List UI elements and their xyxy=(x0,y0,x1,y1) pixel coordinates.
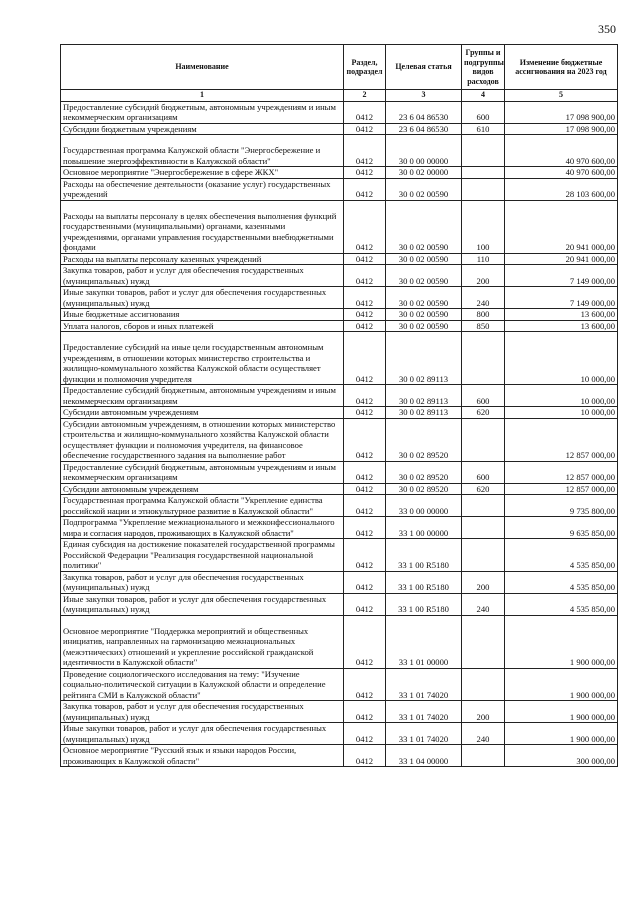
row-target: 33 1 00 00000 xyxy=(386,517,462,539)
row-target: 30 0 02 00590 xyxy=(386,265,462,287)
row-name: Основное мероприятие "Энергосбережение в сфере ЖКХ" xyxy=(61,167,344,179)
row-target: 30 0 02 00590 xyxy=(386,253,462,265)
header-target: Целевая статья xyxy=(386,45,462,90)
row-amount: 20 941 000,00 xyxy=(505,200,618,253)
row-section: 0412 xyxy=(344,200,386,253)
row-amount: 28 103 600,00 xyxy=(505,178,618,200)
row-group: 200 xyxy=(462,701,505,723)
row-amount: 20 941 000,00 xyxy=(505,253,618,265)
row-name: Субсидии бюджетным учреждениям xyxy=(61,123,344,135)
row-name: Государственная программа Калужской области "Энергосбережение и повышение энергоэффективности в Калужской области" xyxy=(61,135,344,167)
row-group xyxy=(462,517,505,539)
row-amount: 1 900 000,00 xyxy=(505,723,618,745)
row-section: 0412 xyxy=(344,167,386,179)
row-amount: 4 535 850,00 xyxy=(505,593,618,615)
row-group: 620 xyxy=(462,483,505,495)
row-group xyxy=(462,539,505,572)
row-group: 620 xyxy=(462,407,505,419)
row-name: Государственная программа Калужской области "Укрепление единства российской нации и этнокультурное развитие в Калужской области" xyxy=(61,495,344,517)
row-section: 0412 xyxy=(344,593,386,615)
row-amount: 4 535 850,00 xyxy=(505,571,618,593)
row-name: Подпрограмма "Укрепление межнационального и межконфессионального мира и согласия народов, проживающих в Калужской области" xyxy=(61,517,344,539)
row-target: 33 0 00 00000 xyxy=(386,495,462,517)
row-section: 0412 xyxy=(344,332,386,385)
table-row xyxy=(61,615,618,668)
row-section: 0412 xyxy=(344,495,386,517)
row-target: 30 0 02 89113 xyxy=(386,385,462,407)
row-group: 600 xyxy=(462,101,505,123)
row-target: 33 1 04 00000 xyxy=(386,745,462,767)
row-amount: 9 635 850,00 xyxy=(505,517,618,539)
row-target: 33 1 01 74020 xyxy=(386,701,462,723)
header-number: 1 xyxy=(61,90,344,102)
row-section: 0412 xyxy=(344,385,386,407)
header-groups: Группы и подгруппы видов расходов xyxy=(462,45,505,90)
row-name: Закупка товаров, работ и услуг для обеспечения государственных (муниципальных) нужд xyxy=(61,701,344,723)
row-section: 0412 xyxy=(344,461,386,483)
row-amount: 12 857 000,00 xyxy=(505,483,618,495)
row-amount: 12 857 000,00 xyxy=(505,418,618,461)
row-amount: 17 098 900,00 xyxy=(505,101,618,123)
row-target: 30 0 02 00000 xyxy=(386,167,462,179)
row-section: 0412 xyxy=(344,723,386,745)
table-row xyxy=(61,407,618,419)
row-section: 0412 xyxy=(344,407,386,419)
row-target: 30 0 02 00590 xyxy=(386,287,462,309)
row-section: 0412 xyxy=(344,745,386,767)
row-group xyxy=(462,668,505,701)
row-group xyxy=(462,418,505,461)
row-amount: 4 535 850,00 xyxy=(505,539,618,572)
table-row xyxy=(61,593,618,615)
table-row xyxy=(61,495,618,517)
row-group: 200 xyxy=(462,265,505,287)
row-amount: 13 600,00 xyxy=(505,320,618,332)
table-row xyxy=(61,668,618,701)
row-group xyxy=(462,135,505,167)
header-numbers-row xyxy=(61,90,618,102)
row-target: 30 0 02 89520 xyxy=(386,483,462,495)
row-amount: 10 000,00 xyxy=(505,332,618,385)
row-target: 33 1 00 R5180 xyxy=(386,593,462,615)
row-group: 800 xyxy=(462,309,505,321)
row-group xyxy=(462,332,505,385)
row-section: 0412 xyxy=(344,101,386,123)
row-target: 30 0 02 89520 xyxy=(386,418,462,461)
table-row xyxy=(61,571,618,593)
row-target: 33 1 01 74020 xyxy=(386,668,462,701)
row-name: Иные закупки товаров, работ и услуг для обеспечения государственных (муниципальных) нужд xyxy=(61,287,344,309)
table-row xyxy=(61,539,618,572)
table-row xyxy=(61,385,618,407)
row-target: 30 0 02 89520 xyxy=(386,461,462,483)
row-amount: 1 900 000,00 xyxy=(505,615,618,668)
budget-table xyxy=(60,44,618,767)
header-number: 2 xyxy=(344,90,386,102)
table-row xyxy=(61,517,618,539)
row-target: 30 0 02 00590 xyxy=(386,309,462,321)
table-row xyxy=(61,483,618,495)
row-amount: 1 900 000,00 xyxy=(505,701,618,723)
table-row xyxy=(61,265,618,287)
table-row xyxy=(61,332,618,385)
row-name: Единая субсидия на достижение показателей государственной программы Российской Федерации "Реализация государственной национальной политики" xyxy=(61,539,344,572)
row-section: 0412 xyxy=(344,539,386,572)
page-number: 350 xyxy=(598,22,616,36)
row-section: 0412 xyxy=(344,320,386,332)
row-section: 0412 xyxy=(344,571,386,593)
row-group xyxy=(462,615,505,668)
row-group: 850 xyxy=(462,320,505,332)
table-row xyxy=(61,178,618,200)
row-group xyxy=(462,167,505,179)
row-section: 0412 xyxy=(344,483,386,495)
row-name: Предоставление субсидий бюджетным, автономным учреждениям и иным некоммерческим организациям xyxy=(61,101,344,123)
row-section: 0412 xyxy=(344,287,386,309)
row-group: 240 xyxy=(462,593,505,615)
row-amount: 40 970 600,00 xyxy=(505,167,618,179)
table-row xyxy=(61,167,618,179)
header-number: 3 xyxy=(386,90,462,102)
row-group: 110 xyxy=(462,253,505,265)
row-group: 240 xyxy=(462,287,505,309)
row-group xyxy=(462,178,505,200)
row-group: 100 xyxy=(462,200,505,253)
row-section: 0412 xyxy=(344,253,386,265)
row-group xyxy=(462,495,505,517)
row-section: 0412 xyxy=(344,615,386,668)
row-amount: 10 000,00 xyxy=(505,385,618,407)
row-section: 0412 xyxy=(344,701,386,723)
row-amount: 40 970 600,00 xyxy=(505,135,618,167)
row-group: 600 xyxy=(462,385,505,407)
row-section: 0412 xyxy=(344,178,386,200)
header-name: Наименование xyxy=(61,45,344,90)
row-target: 30 0 02 00590 xyxy=(386,200,462,253)
row-name: Закупка товаров, работ и услуг для обеспечения государственных (муниципальных) нужд xyxy=(61,571,344,593)
row-group: 610 xyxy=(462,123,505,135)
row-name: Основное мероприятие "Русский язык и языки народов России, проживающих в Калужской области" xyxy=(61,745,344,767)
row-target: 30 0 02 00590 xyxy=(386,178,462,200)
row-amount: 12 857 000,00 xyxy=(505,461,618,483)
row-name: Предоставление субсидий на иные цели государственным автономным учреждениям, в отношении которых министерство строительства и жилищно-коммунального хозяйства Калужской области осуществляет функции и полномочия учредителя xyxy=(61,332,344,385)
row-name: Проведение социологического исследования на тему: "Изучение социально-политической ситуации в Калужской области и определение рейтинга СМИ в Калужской области" xyxy=(61,668,344,701)
table-row xyxy=(61,101,618,123)
row-target: 30 0 02 89113 xyxy=(386,407,462,419)
table-row xyxy=(61,287,618,309)
row-amount: 7 149 000,00 xyxy=(505,287,618,309)
row-section: 0412 xyxy=(344,517,386,539)
header-section: Раздел, подраздел xyxy=(344,45,386,90)
row-name: Субсидии автономным учреждениям xyxy=(61,407,344,419)
table-row xyxy=(61,135,618,167)
table-row xyxy=(61,701,618,723)
table-body xyxy=(61,101,618,767)
row-amount: 10 000,00 xyxy=(505,407,618,419)
row-name: Иные закупки товаров, работ и услуг для обеспечения государственных (муниципальных) нужд xyxy=(61,723,344,745)
row-target: 23 6 04 86530 xyxy=(386,101,462,123)
row-group xyxy=(462,745,505,767)
row-name: Субсидии автономным учреждениям, в отношении которых министерство строительства и жилищно-коммунального хозяйства Калужской области осуществляет функции и полномочия учредителя, на финансовое обеспечение государственного задания на выполнение работ xyxy=(61,418,344,461)
row-target: 33 1 00 R5180 xyxy=(386,539,462,572)
row-section: 0412 xyxy=(344,418,386,461)
row-amount: 17 098 900,00 xyxy=(505,123,618,135)
table-row xyxy=(61,320,618,332)
table-row xyxy=(61,123,618,135)
table-row xyxy=(61,418,618,461)
row-name: Расходы на обеспечение деятельности (оказание услуг) государственных учреждений xyxy=(61,178,344,200)
row-name: Уплата налогов, сборов и иных платежей xyxy=(61,320,344,332)
row-name: Закупка товаров, работ и услуг для обеспечения государственных (муниципальных) нужд xyxy=(61,265,344,287)
row-name: Расходы на выплаты персоналу в целях обеспечения выполнения функций государственными (муниципальными) органами, казенными учреждениями, органами управления государственными внебюджетными фондами xyxy=(61,200,344,253)
row-target: 30 0 02 89113 xyxy=(386,332,462,385)
table-row xyxy=(61,723,618,745)
table-row xyxy=(61,461,618,483)
row-name: Иные бюджетные ассигнования xyxy=(61,309,344,321)
row-amount: 300 000,00 xyxy=(505,745,618,767)
row-amount: 7 149 000,00 xyxy=(505,265,618,287)
row-name: Субсидии автономным учреждениям xyxy=(61,483,344,495)
row-target: 30 0 02 00590 xyxy=(386,320,462,332)
row-amount: 1 900 000,00 xyxy=(505,668,618,701)
row-amount: 9 735 800,00 xyxy=(505,495,618,517)
row-target: 33 1 01 00000 xyxy=(386,615,462,668)
row-section: 0412 xyxy=(344,135,386,167)
row-section: 0412 xyxy=(344,265,386,287)
table-row xyxy=(61,309,618,321)
row-target: 33 1 01 74020 xyxy=(386,723,462,745)
table-row xyxy=(61,745,618,767)
table-row xyxy=(61,253,618,265)
row-name: Иные закупки товаров, работ и услуг для обеспечения государственных (муниципальных) нужд xyxy=(61,593,344,615)
row-target: 23 6 04 86530 xyxy=(386,123,462,135)
row-name: Предоставление субсидий бюджетным, автономным учреждениям и иным некоммерческим организациям xyxy=(61,385,344,407)
row-name: Основное мероприятие "Поддержка мероприятий и общественных инициатив, направленных на гармонизацию межнациональных (межэтнических) отношений и укрепление российской гражданской идентичности в Калужской области" xyxy=(61,615,344,668)
header-amount: Изменение бюджетные ассигнования на 2023 год xyxy=(505,45,618,90)
row-name: Расходы на выплаты персоналу казенных учреждений xyxy=(61,253,344,265)
row-section: 0412 xyxy=(344,309,386,321)
table-row xyxy=(61,200,618,253)
row-section: 0412 xyxy=(344,123,386,135)
row-amount: 13 600,00 xyxy=(505,309,618,321)
header-number: 4 xyxy=(462,90,505,102)
row-name: Предоставление субсидий бюджетным, автономным учреждениям и иным некоммерческим организациям xyxy=(61,461,344,483)
table-header-row xyxy=(61,45,618,90)
header-number: 5 xyxy=(505,90,618,102)
row-target: 30 0 00 00000 xyxy=(386,135,462,167)
row-group: 200 xyxy=(462,571,505,593)
row-target: 33 1 00 R5180 xyxy=(386,571,462,593)
row-group: 600 xyxy=(462,461,505,483)
row-section: 0412 xyxy=(344,668,386,701)
row-group: 240 xyxy=(462,723,505,745)
